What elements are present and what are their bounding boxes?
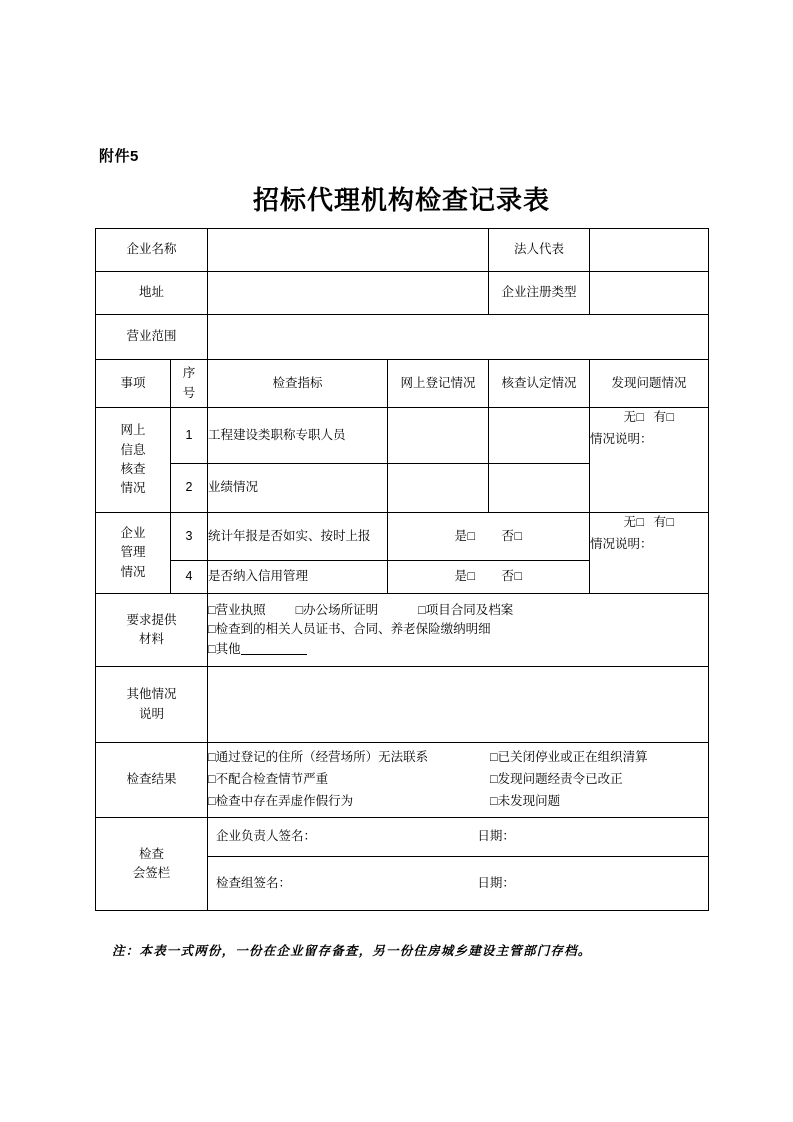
row-4-yes-no-cell[interactable] [388,561,590,594]
row-4-yes-checkbox[interactable]: 是□ [454,569,476,584]
result-checkbox-problem-corrected[interactable]: □发现问题经责令已改正 [490,772,623,787]
row-3-yes-no-cell[interactable] [388,513,590,561]
registration-type-value[interactable] [590,272,709,315]
group1-problem-none-checkbox[interactable]: 无□ [623,410,645,424]
material-checkbox-personnel-docs[interactable]: □检查到的相关人员证书、合同、养老保险缴纳明细 [208,622,491,637]
row-4-sequence: 4 [171,561,208,594]
group2-problem-description-label: 情况说明： [590,537,653,552]
header-item: 事项 [96,360,171,408]
required-materials-label-line1: 要求提供 [126,612,177,627]
company-signature-field[interactable] [216,827,477,846]
table-row-other-situation [96,667,709,743]
table-row-item-3 [96,513,709,561]
group1-problem-has-checkbox[interactable]: 有□ [653,410,675,424]
result-checkbox-uncooperative[interactable]: □不配合检查情节严重 [208,772,329,787]
row-1-sequence: 1 [171,408,208,464]
row-1-indicator: 工程建设类职称专职人员 [208,408,388,464]
required-materials-options[interactable] [208,594,709,667]
row-3-sequence: 3 [171,513,208,561]
table-row-company-name [96,229,709,272]
legal-rep-label: 法人代表 [489,229,590,272]
table-row-signature-company [96,818,709,857]
group-label-company-management [96,513,171,594]
inspection-results-label: 检查结果 [96,743,208,818]
header-problems-found: 发现问题情况 [590,360,709,408]
registration-type-label: 企业注册类型 [489,272,590,315]
group1-problems-cell[interactable] [590,408,709,513]
business-scope-value[interactable] [208,315,709,360]
group1-label-line1: 网上 [120,423,146,438]
material-checkbox-project-contract[interactable]: □项目合同及档案 [418,602,514,617]
required-materials-label [96,594,208,667]
result-checkbox-no-problem[interactable]: □未发现问题 [490,793,561,808]
signature-row-team[interactable] [208,857,709,911]
other-situation-value[interactable] [208,667,709,743]
header-indicator: 检查指标 [208,360,388,408]
team-signature-label: 检查组签名： [216,875,292,890]
group1-problem-description-label: 情况说明： [590,432,653,447]
material-checkbox-other[interactable]: □其他 [208,641,241,656]
signature-label-line2: 会签栏 [132,866,171,880]
form-table-container [95,228,708,911]
material-checkbox-business-license[interactable]: □营业执照 [208,602,266,617]
header-verification: 核查认定情况 [489,360,590,408]
row-2-verification-value[interactable] [489,464,590,513]
company-signature-date-label: 日期： [477,829,515,844]
team-signature-date-label: 日期： [477,875,515,890]
other-situation-label-line1: 其他情况 [126,687,177,702]
legal-rep-value[interactable] [590,229,709,272]
team-signature-date-field[interactable] [477,874,700,893]
table-row-required-materials [96,594,709,667]
table-row-inspection-results [96,743,709,818]
result-checkbox-unreachable[interactable]: □通过登记的住所（经营场所）无法联系 [208,750,429,765]
group-label-online-info-check [96,408,171,513]
group2-problems-cell[interactable] [590,513,709,594]
row-2-online-registration-value[interactable] [388,464,489,513]
table-header-row [96,360,709,408]
group2-problem-options [590,513,708,532]
row-1-online-registration-value[interactable] [388,408,489,464]
row-4-indicator: 是否纳入信用管理 [208,561,388,594]
address-label: 地址 [96,272,208,315]
company-name-label: 企业名称 [96,229,208,272]
group1-label-line2: 信息 [120,442,146,457]
signature-block-label [96,818,208,911]
group1-label-line3: 核查 [120,462,146,476]
results-row-3 [208,791,708,813]
company-signature-label: 企业负责人签名： [216,829,317,844]
inspection-record-table [95,228,709,911]
inspection-results-options[interactable] [208,743,709,818]
signature-row-company[interactable] [208,818,709,857]
header-sequence [171,360,208,408]
table-row-address [96,272,709,315]
table-row-item-1 [96,408,709,464]
group2-problem-none-checkbox[interactable]: 无□ [623,515,645,529]
row-3-yes-checkbox[interactable]: 是□ [454,528,476,543]
row-1-verification-value[interactable] [489,408,590,464]
business-scope-label: 营业范围 [96,315,208,360]
group2-problem-has-checkbox[interactable]: 有□ [653,515,675,529]
row-2-indicator: 业绩情况 [208,464,388,513]
company-name-value[interactable] [208,229,489,272]
page-title: 招标代理机构检查记录表 [252,185,550,215]
group1-label-line4: 情况 [120,481,146,496]
header-online-registration: 网上登记情况 [388,360,489,408]
row-2-sequence: 2 [171,464,208,513]
row-3-indicator: 统计年报是否如实、按时上报 [208,513,388,561]
header-sequence-line2: 号 [182,385,196,400]
results-row-2 [208,769,708,791]
company-signature-date-field[interactable] [477,827,700,846]
materials-line-3 [208,640,708,659]
results-row-1 [208,747,708,769]
group1-problem-options [590,408,708,427]
address-value[interactable] [208,272,489,315]
attachment-label: 附件5 [99,148,139,165]
result-checkbox-closed-or-liquidating[interactable]: □已关闭停业或正在组织清算 [490,750,648,765]
table-row-business-scope [96,315,709,360]
materials-line-2 [208,620,708,639]
footer-note: 注：本表一式两份，一份在企业留存备查，另一份住房城乡建设主管部门存档。 [112,944,592,958]
group2-label-line3: 情况 [120,564,146,579]
result-checkbox-fraud[interactable]: □检查中存在弄虚作假行为 [208,793,354,808]
other-situation-label-line2: 说明 [139,706,165,721]
materials-line-1 [208,601,708,620]
team-signature-field[interactable] [216,874,477,893]
row-4-no-checkbox[interactable]: 否□ [501,569,523,584]
row-3-no-checkbox[interactable]: 否□ [501,528,523,543]
material-other-input-line[interactable] [241,642,307,655]
other-situation-label [96,667,208,743]
group2-label-line2: 管理 [120,545,146,560]
required-materials-label-line2: 材料 [139,632,165,646]
group2-label-line1: 企业 [120,525,146,540]
material-checkbox-office-proof[interactable]: □办公场所证明 [295,602,379,617]
signature-label-line1: 检查 [139,846,165,861]
header-sequence-line1: 序 [182,366,196,381]
